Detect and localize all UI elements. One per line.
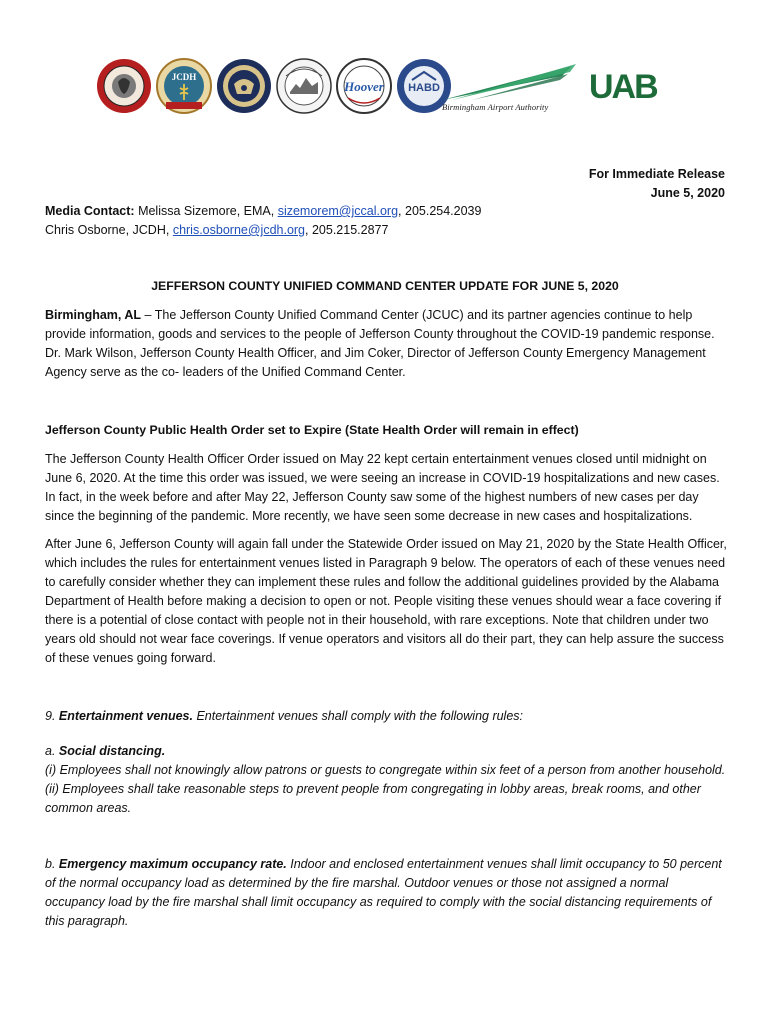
airport-wing-icon <box>442 62 582 102</box>
email-link-sizemore[interactable]: sizemorem@jccal.org <box>277 204 399 218</box>
partner-logos <box>96 58 686 124</box>
rule-a-item-2: (ii) Employees shall take reasonable steps to prevent people from congregating in lobby areas, break rooms, and other common areas. <box>45 782 701 815</box>
hoover-seal-icon <box>336 58 392 114</box>
jefferson-county-seal-icon <box>96 58 152 114</box>
svg-text:JCDH: JCDH <box>171 72 197 82</box>
rule-9-title: Entertainment venues. <box>58 709 193 723</box>
rule-a-label: a. <box>45 744 59 758</box>
rule-b-title: Emergency maximum occupancy rate. <box>58 857 287 871</box>
statewide-order-paragraph: After June 6, Jefferson County will again fall under the Statewide Order issued on May 21, 2020 by the State Health Officer, which includes the rules for entertainment venues listed in Paragraph 9 below. The operators of each of these venues need to carefully consider whether they can implement these rules and follow the additional guidelines provided by the Alabama Department of Health before making a decision to open or not. People visiting these venues should wear a face covering if there is a potential of close contact with people not in their household, with rare exceptions. Note that children under two years old should not wear face coverings. If venue operators and visitors all do their part, they can help assure the success of these venues going forward. <box>45 537 727 665</box>
svg-text:HABD: HABD <box>408 82 440 94</box>
svg-text:Hoover: Hoover <box>344 79 384 94</box>
rule-b-text: Indoor and enclosed entertainment venues shall limit occupancy to 50 percent of the normal occupancy load as determined by the fire marshal. Outdoor venues or those not assigned a normal occupancy load by the fire marshal shall limit occupancy as required to comply with the social distancing requirements of this paragraph. <box>45 857 722 928</box>
email-link-osborne[interactable]: chris.osborne@jcdh.org <box>172 223 306 237</box>
intro-text: – The Jefferson County Unified Command Center (JCUC) and its partner agencies continue to help provide information, goods and services to the people of Jefferson County throughout the COVID-19 pandemic response. Dr. Mark Wilson, Jefferson County Health Officer, and Jim Coker, Director of Jefferson County Emergency Management Agency serve as the co- leaders of the Unified Command Center. <box>45 308 715 379</box>
contact-phone-1: , 205.254.2039 <box>398 204 482 218</box>
rule-9 <box>45 707 727 726</box>
media-contact <box>45 202 735 240</box>
intro-paragraph <box>45 306 727 382</box>
contact-label: Media Contact: <box>45 204 135 218</box>
uab-logo: UAB <box>589 68 657 106</box>
contact-name-2: Chris Osborne, JCDH, <box>45 223 173 237</box>
release-date: June 5, 2020 <box>650 186 725 200</box>
release-info <box>589 165 725 203</box>
section-heading: Jefferson County Public Health Order set to Expire (State Health Order will remain in effect) <box>45 423 579 437</box>
rule-b <box>45 855 727 931</box>
rule-a <box>45 742 727 818</box>
contact-name-1: Melissa Sizemore, EMA, <box>134 204 278 218</box>
contact-phone-2: , 205.215.2877 <box>305 223 389 237</box>
rule-a-heading <box>45 742 727 761</box>
release-label: For Immediate Release <box>588 167 725 181</box>
contact-line-2 <box>45 221 735 240</box>
contact-line-1 <box>45 202 735 221</box>
airport-authority-name: Birmingham Airport Authority <box>442 102 549 112</box>
rule-b-label: b. <box>45 857 59 871</box>
county-commission-seal-icon <box>216 58 272 114</box>
jcdh-seal-icon <box>156 58 212 114</box>
health-order-paragraph: The Jefferson County Health Officer Order issued on May 22 kept certain entertainment venues closed until midnight on June 6, 2020. At the time this order was issued, we were seeing an increase in COVID-19 hospitalizations and new cases. In fact, in the week before and after May 22, Jefferson County saw some of the highest numbers of new cases per day since the beginning of the pandemic. More recently, we have seen some decrease in new cases and hospitalizations. <box>45 452 720 523</box>
rule-9-text: Entertainment venues shall comply with the following rules: <box>192 709 524 723</box>
airport-authority-logo <box>442 62 582 116</box>
page-title: JEFFERSON COUNTY UNIFIED COMMAND CENTER UPDATE FOR JUNE 5, 2020 <box>151 279 619 293</box>
rule-a-title: Social distancing. <box>58 744 166 758</box>
dateline: Birmingham, AL <box>45 308 142 322</box>
rule-a-item-1: (i) Employees shall not knowingly allow patrons or guests to congregate within six feet of a person from another household. <box>45 763 726 777</box>
rule-9-number: 9. <box>45 709 59 723</box>
birmingham-seal-icon <box>276 58 332 114</box>
